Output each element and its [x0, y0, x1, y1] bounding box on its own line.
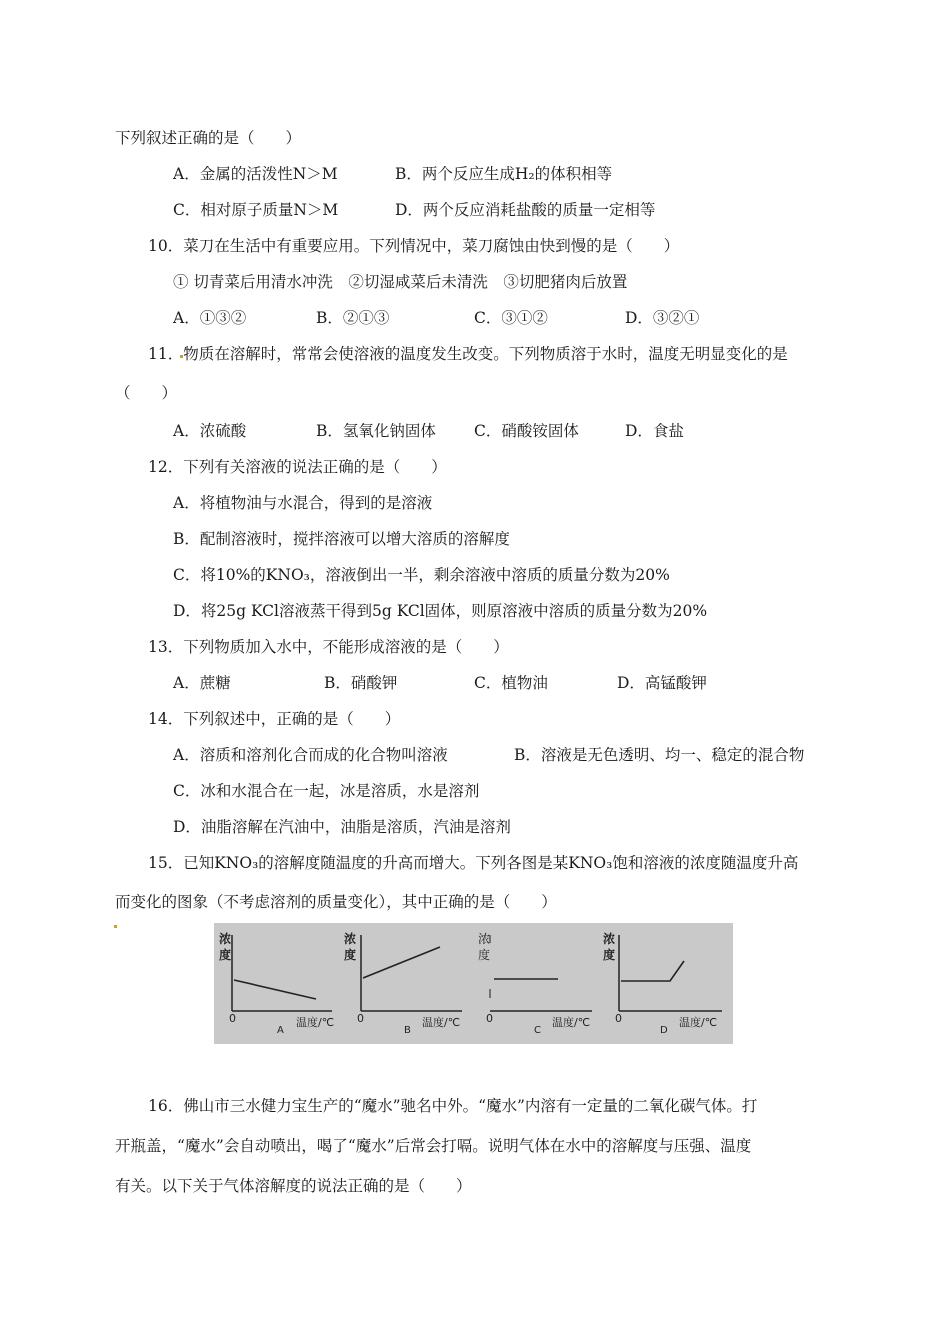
q9-option-b: B．两个反应生成H₂的体积相等 — [395, 165, 613, 183]
graph-a-letter: A — [277, 1025, 284, 1036]
q14-stem: 14．下列叙述中，正确的是（ ） — [148, 710, 401, 728]
graph-a-curve — [234, 980, 316, 999]
graph-c — [478, 932, 592, 1036]
q12-stem: 12．下列有关溶液的说法正确的是（ ） — [148, 458, 447, 476]
q15-graphs — [214, 923, 733, 1044]
graph-d-ylabel-bottom: 度 — [603, 948, 616, 962]
q11-stem-tail: （ ） — [115, 384, 178, 402]
q12-option-b: B．配制溶液时，搅拌溶液可以增大溶质的溶解度 — [173, 530, 510, 548]
graph-b — [344, 931, 462, 1036]
q11-option-d: D．食盐 — [625, 422, 684, 440]
q11-option-b: B．氢氧化钠固体 — [316, 422, 436, 440]
q10-option-b: B．②①③ — [316, 309, 390, 327]
graph-d-curve — [621, 961, 684, 981]
graph-d-origin: 0 — [615, 1012, 622, 1025]
q11-option-c: C．硝酸铵固体 — [474, 422, 579, 440]
graph-c-xlabel: 温度/℃ — [552, 1016, 591, 1029]
graph-a — [219, 931, 334, 1036]
graph-c-ylabel-top: 浓 — [478, 932, 491, 946]
graph-b-letter: B — [404, 1025, 411, 1036]
q15-stem-line1: 15．已知KNO₃的溶解度随温度的升高而增大。下列各图是某KNO₃饱和溶液的浓度随温度升高 — [148, 854, 799, 872]
graph-c-ylabel-bottom: 度 — [478, 948, 491, 962]
graph-a-xlabel: 温度/℃ — [296, 1016, 335, 1029]
graph-c-origin: 0 — [486, 1012, 493, 1025]
graph-b-curve — [363, 947, 440, 978]
q13-option-a: A．蔗糖 — [173, 674, 231, 692]
q10-option-c: C．③①② — [474, 309, 548, 327]
q12-option-a: A．将植物油与水混合，得到的是溶液 — [173, 494, 433, 512]
q11-option-a: A．浓硫酸 — [173, 422, 247, 440]
q14-option-b: B．溶液是无色透明、均一、稳定的混合物 — [514, 746, 805, 764]
graph-a-ylabel-bottom: 度 — [219, 948, 232, 962]
q10-stem: 10．菜刀在生活中有重要应用。下列情况中，菜刀腐蚀由快到慢的是（ ） — [148, 237, 680, 255]
stray-mark — [114, 925, 117, 928]
q13-option-d: D．高锰酸钾 — [617, 674, 707, 692]
q9-stem-tail: 下列叙述正确的是（ ） — [115, 129, 302, 147]
graph-b-ylabel-top: 浓 — [344, 932, 357, 946]
q10-option-a: A．①③② — [173, 309, 247, 327]
graph-c-letter: C — [534, 1025, 541, 1036]
graph-d-letter: D — [660, 1025, 668, 1036]
q10-conditions: ① 切青菜后用清水冲洗 ②切湿咸菜后未清洗 ③切肥猪肉后放置 — [173, 273, 628, 291]
graph-d-xlabel: 温度/℃ — [679, 1016, 718, 1029]
q9-option-d: D．两个反应消耗盐酸的质量一定相等 — [395, 201, 656, 219]
q12-option-c: C．将10%的KNO₃，溶液倒出一半，剩余溶液中溶质的质量分数为20% — [173, 566, 670, 584]
q14-option-d: D．油脂溶解在汽油中，油脂是溶质，汽油是溶剂 — [173, 818, 511, 836]
graph-b-xlabel: 温度/℃ — [422, 1016, 461, 1029]
q13-option-b: B．硝酸钾 — [324, 674, 398, 692]
q15-stem-line2: 而变化的图象（不考虑溶剂的质量变化），其中正确的是（ ） — [115, 893, 557, 911]
q12-option-d: D．将25g KCl溶液蒸干得到5g KCl固体，则原溶液中溶质的质量分数为20% — [173, 602, 708, 620]
graph-d-ylabel-top: 浓 — [603, 932, 616, 946]
graph-a-origin: 0 — [229, 1012, 236, 1025]
q16-line3: 有关。以下关于气体溶解度的说法正确的是（ ） — [115, 1177, 472, 1195]
q16-line2: 开瓶盖，“魔水”会自动喷出，喝了“魔水”后常会打嗝。说明气体在水中的溶解度与压强、温度 — [115, 1137, 752, 1155]
graph-a-ylabel-top: 浓 — [219, 932, 232, 946]
graph-b-origin: 0 — [357, 1012, 364, 1025]
q9-option-a: A．金属的活泼性N＞M — [173, 165, 338, 183]
graph-b-ylabel-bottom: 度 — [344, 948, 357, 962]
q14-option-c: C．冰和水混合在一起，冰是溶质，水是溶剂 — [173, 782, 480, 800]
q11-stem: 11．物质在溶解时，常常会使溶液的温度发生改变。下列物质溶于水时，温度无明显变化的是 — [148, 345, 788, 363]
graph-d — [603, 931, 722, 1036]
q14-option-a: A．溶质和溶剂化合而成的化合物叫溶液 — [173, 746, 448, 764]
q16-line1: 16．佛山市三水健力宝生产的“魔水”驰名中外。“魔水”内溶有一定量的二氧化碳气体。打 — [148, 1097, 758, 1115]
q10-option-d: D．③②① — [625, 309, 700, 327]
q15-graphs-figure — [214, 923, 733, 1044]
q13-option-c: C．植物油 — [474, 674, 548, 692]
q13-stem: 13．下列物质加入水中，不能形成溶液的是（ ） — [148, 638, 509, 656]
q9-option-c: C．相对原子质量N＞M — [173, 201, 339, 219]
